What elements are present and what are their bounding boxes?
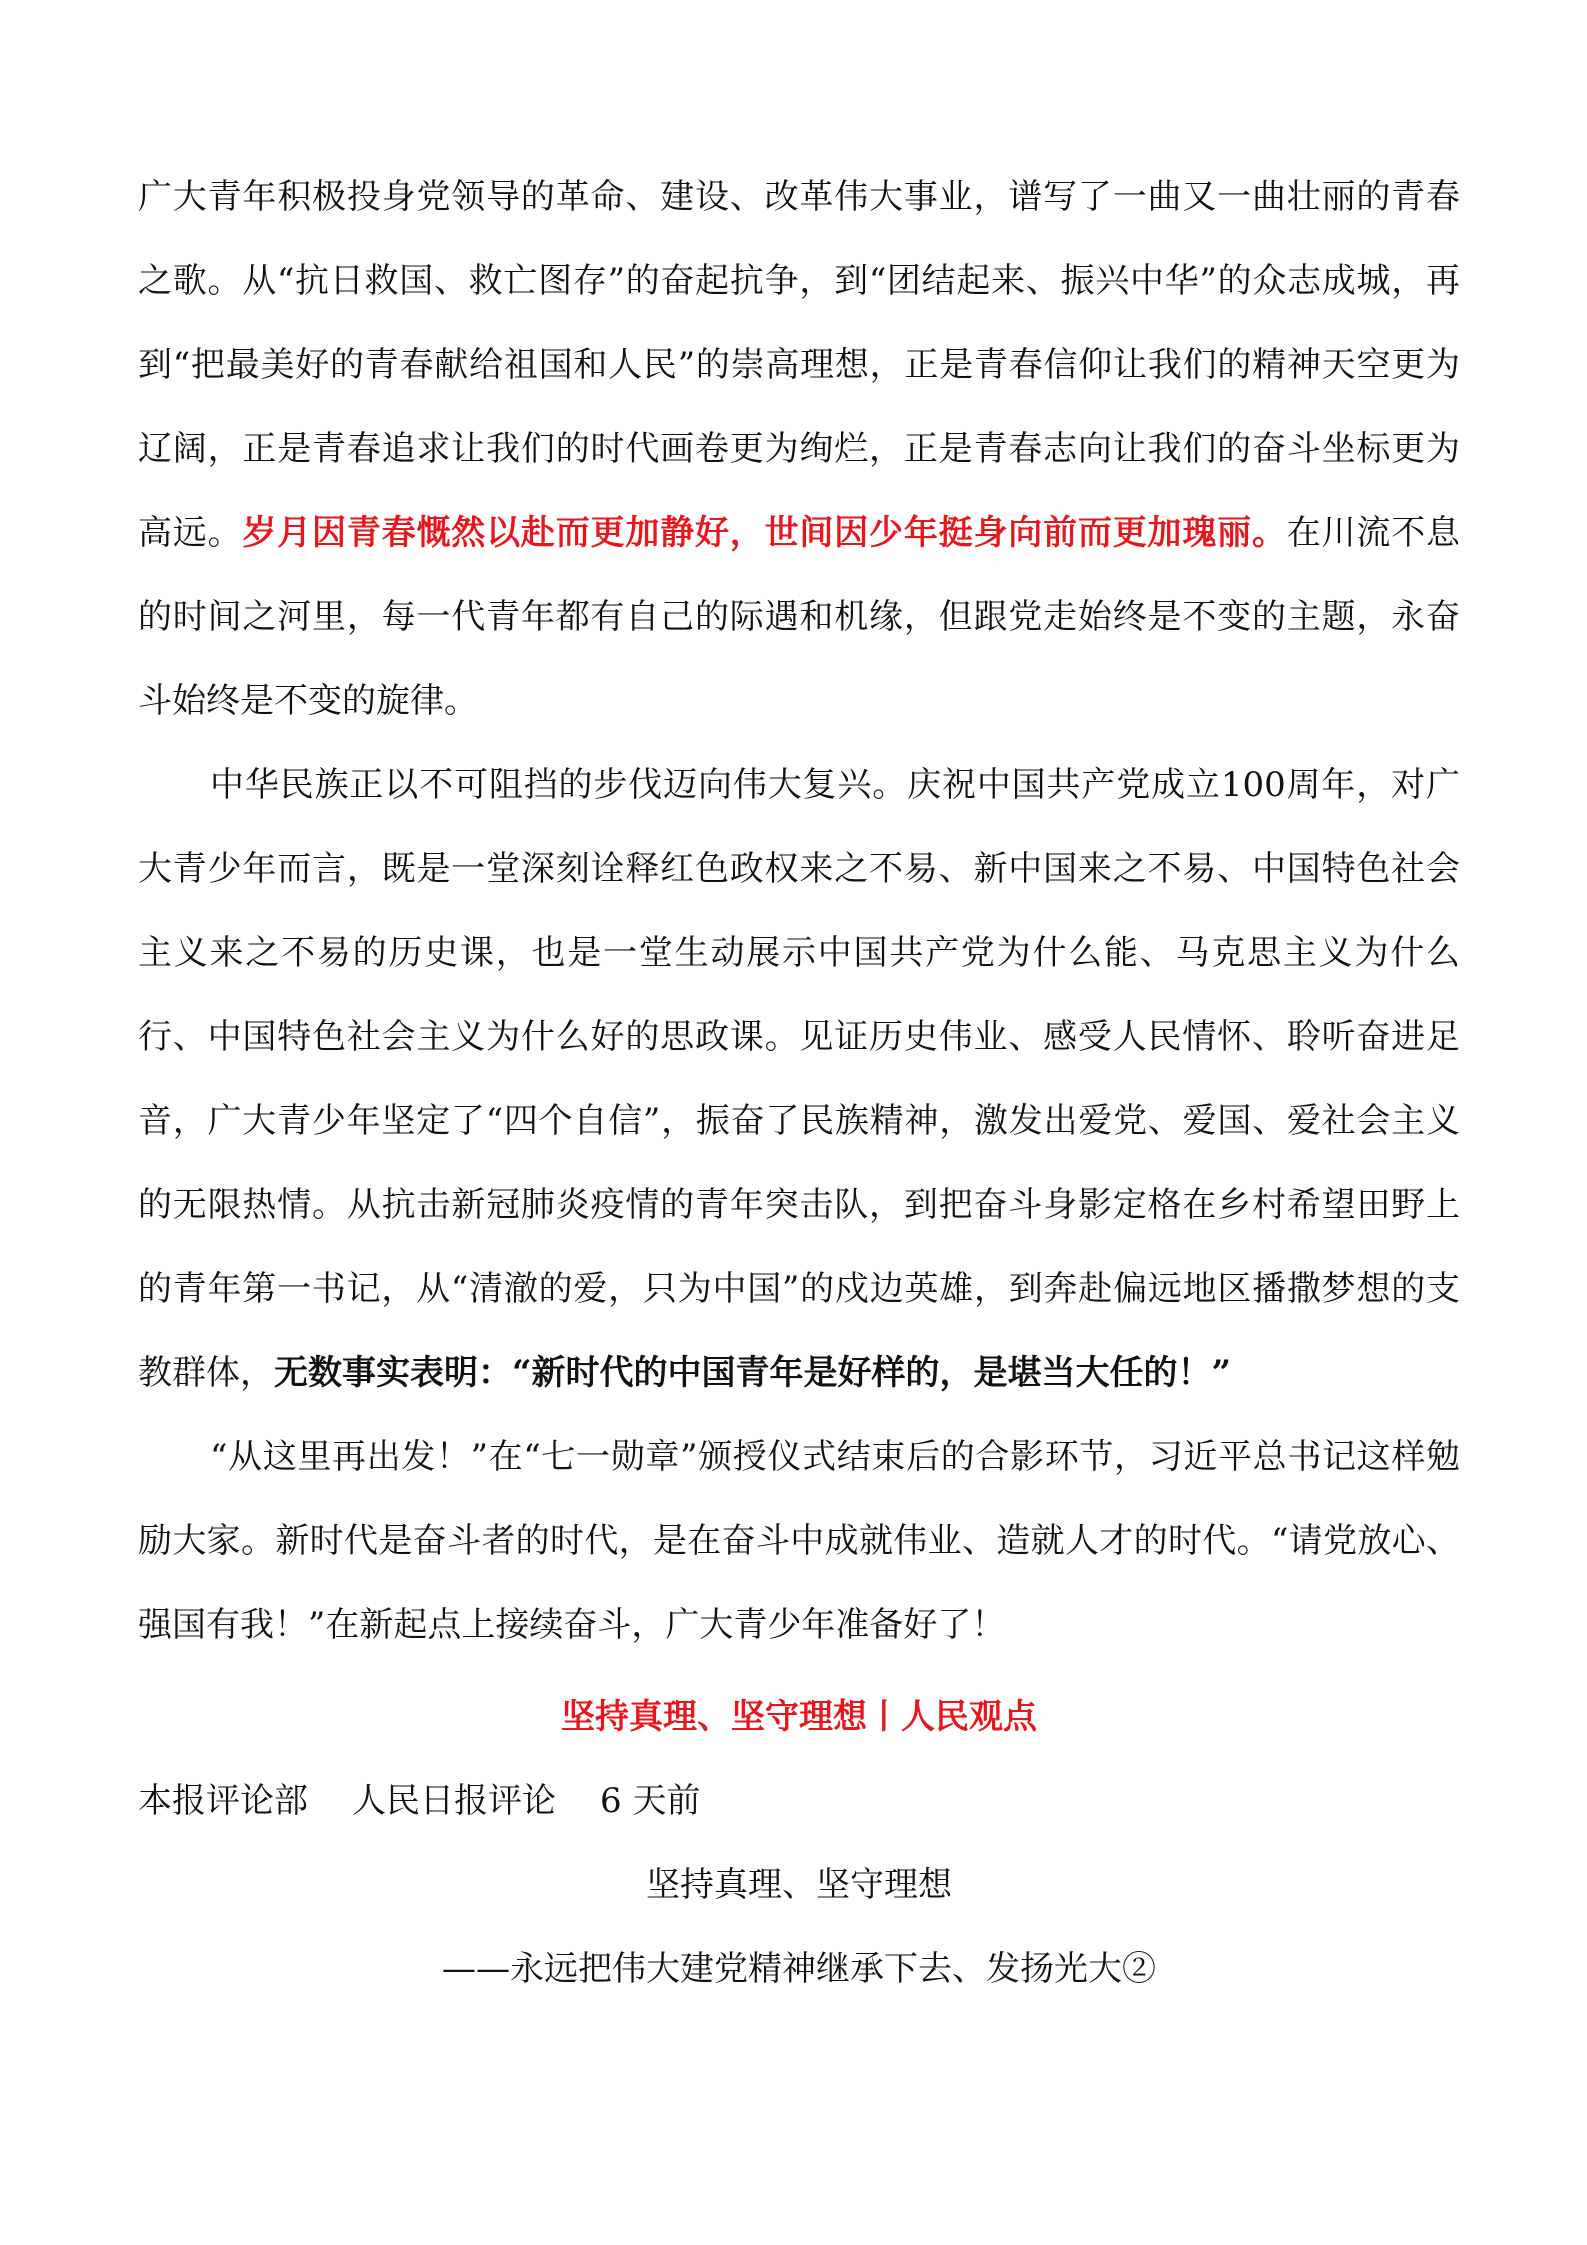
paragraph-3: “从这里再出发！”在“七一勋章”颁授仪式结束后的合影环节，习近平总书记这样勉励大家。新时代是奋斗者的时代，是在奋斗中成就伟业、造就人才的时代。“请党放心、强国有我！”在新起点上接续奋斗，广大青少年准备好了！ [138, 1437, 1460, 1645]
document-body [138, 155, 1460, 2011]
paragraph-2 [138, 743, 1460, 1415]
byline-author: 本报评论部 [138, 1781, 308, 1821]
article-byline [138, 1759, 1460, 1843]
paragraph-1 [138, 155, 1460, 743]
byline-source: 人民日报评论 [352, 1781, 556, 1821]
article-title: 坚持真理、坚守理想丨人民观点 [561, 1697, 1037, 1737]
article-subtitle: ——永远把伟大建党精神继承下去、发扬光大② [442, 1949, 1156, 1989]
paragraph-2-text: 中华民族正以不可阻挡的步伐迈向伟大复兴。庆祝中国共产党成立100周年，对广大青少年而言，既是一堂深刻诠释红色政权来之不易、新中国来之不易、中国特色社会主义来之不易的历史课，也是一堂生动展示中国共产党为什么能、马克思主义为什么行、中国特色社会主义为什么好的思政课。见证历史伟业、感受人民情怀、聆听奋进足音，广大青少年坚定了“四个自信”，振奋了民族精神，激发出爱党、爱国、爱社会主义的无限热情。从抗击新冠肺炎疫情的青年突击队，到把奋斗身影定格在乡村希望田野上的青年第一书记，从“清澈的爱，只为中国”的戍边英雄，到奔赴偏远地区播撒梦想的支教群体， [138, 765, 1460, 1393]
paragraph-1-highlight: 岁月因青春慨然以赴而更加静好，世间因少年挺身向前而更加瑰丽。 [242, 513, 1287, 553]
article-headline: 坚持真理、坚守理想 [646, 1865, 952, 1905]
byline-time: 6 天前 [600, 1781, 701, 1821]
paragraph-1-text: 广大青年积极投身党领导的革命、建设、改革伟大事业，谱写了一曲又一曲壮丽的青春之歌。从“抗日救国、救亡图存”的奋起抗争，到“团结起来、振兴中华”的众志成城，再到“把最美好的青春献给祖国和人民”的崇高理想，正是青春信仰让我们的精神天空更为辽阔，正是青春追求让我们的时代画卷更为绚烂，正是青春志向让我们的奋斗坐标更为高远。 [138, 177, 1460, 553]
paragraph-2-bold-quote: 无数事实表明：“新时代的中国青年是好样的，是堪当大任的！” [274, 1353, 1232, 1393]
paragraph-1-text-end: 在川流不息的时间之河里，每一代青年都有自己的际遇和机缘，但跟党走始终是不变的主题，永奋斗始终是不变的旋律。 [138, 513, 1461, 721]
